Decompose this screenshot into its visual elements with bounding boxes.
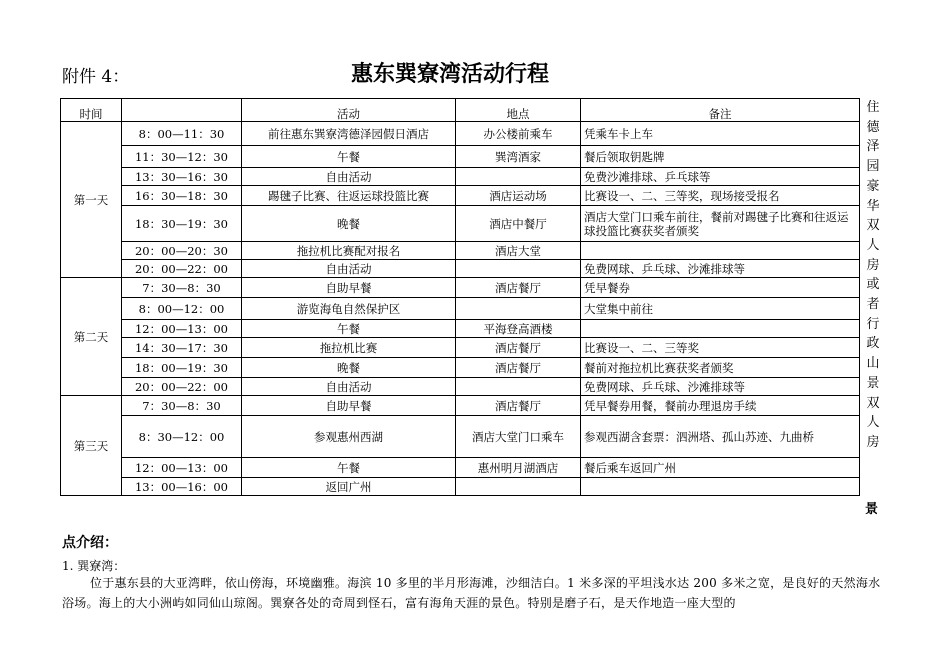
table-row xyxy=(61,478,860,496)
activity-cell: 晚餐 xyxy=(242,206,456,242)
time-cell: 20：00—22：00 xyxy=(122,260,242,278)
activity-cell: 拖拉机比赛 xyxy=(242,338,456,358)
time-cell: 8：00—12：00 xyxy=(122,298,242,320)
itinerary-table xyxy=(60,98,860,496)
notes-cell: 参观西湖含套票：泗洲塔、孤山苏迹、九曲桥 xyxy=(581,416,860,458)
table-row xyxy=(61,242,860,260)
notes-cell: 比赛设一、二、三等奖 xyxy=(581,338,860,358)
notes-cell: 凭乘车卡上车 xyxy=(581,122,860,146)
activity-cell: 踢毽子比赛、往返运球投篮比赛 xyxy=(242,186,456,206)
table-row xyxy=(61,168,860,186)
activity-cell: 午餐 xyxy=(242,146,456,168)
header-location: 地点 xyxy=(456,99,581,122)
side-bold-char: 景 xyxy=(865,502,879,517)
location-cell: 惠州明月湖酒店 xyxy=(456,458,581,478)
time-cell: 14：30—17：30 xyxy=(122,338,242,358)
attachment-label: 附件 4： xyxy=(62,67,130,87)
notes-cell: 比赛设一、二、三等奖，现场接受报名 xyxy=(581,186,860,206)
activity-cell: 晚餐 xyxy=(242,358,456,378)
location-cell: 酒店大堂 xyxy=(456,242,581,260)
activity-cell: 参观惠州西湖 xyxy=(242,416,456,458)
notes-cell: 餐后乘车返回广州 xyxy=(581,458,860,478)
location-cell: 办公楼前乘车 xyxy=(456,122,581,146)
activity-cell: 午餐 xyxy=(242,320,456,338)
time-cell: 20：00—20：30 xyxy=(122,242,242,260)
location-cell: 平海登高酒楼 xyxy=(456,320,581,338)
notes-cell: 免费沙滩排球、乒乓球等 xyxy=(581,168,860,186)
day-label: 第二天 xyxy=(61,278,122,396)
location-cell: 酒店中餐厅 xyxy=(456,206,581,242)
location-cell xyxy=(456,298,581,320)
activity-cell: 自由活动 xyxy=(242,378,456,396)
activity-cell: 返回广州 xyxy=(242,478,456,496)
time-cell: 13：30—16：30 xyxy=(122,168,242,186)
notes-cell: 免费网球、乒乓球、沙滩排球等 xyxy=(581,378,860,396)
activity-cell: 前往惠东巽寮湾德泽园假日酒店 xyxy=(242,122,456,146)
time-cell: 18：30—19：30 xyxy=(122,206,242,242)
time-cell: 7：30—8：30 xyxy=(122,278,242,298)
location-cell: 巽湾酒家 xyxy=(456,146,581,168)
location-cell xyxy=(456,260,581,278)
section-title: 点介绍： xyxy=(62,535,118,551)
header-time-range xyxy=(122,99,242,122)
table-row xyxy=(61,278,860,298)
activity-cell: 拖拉机比赛配对报名 xyxy=(242,242,456,260)
item-title: 1. 巽寮湾： xyxy=(62,559,126,573)
side-room-note: 住 德 泽 园 豪 华 双 人 房 或 者 行 政 山 景 双 人 房 xyxy=(866,100,880,450)
activity-cell: 自助早餐 xyxy=(242,396,456,416)
time-cell: 13：00—16：00 xyxy=(122,478,242,496)
activity-cell: 自由活动 xyxy=(242,260,456,278)
activity-cell: 自由活动 xyxy=(242,168,456,186)
table-row xyxy=(61,338,860,358)
location-cell: 酒店餐厅 xyxy=(456,358,581,378)
notes-cell: 凭早餐券 xyxy=(581,278,860,298)
table-row xyxy=(61,260,860,278)
page-title: 惠东巽寮湾活动行程 xyxy=(350,62,549,87)
time-cell: 8：00—11：30 xyxy=(122,122,242,146)
location-cell xyxy=(456,478,581,496)
location-cell: 酒店大堂门口乘车 xyxy=(456,416,581,458)
table-row xyxy=(61,206,860,242)
day-label: 第一天 xyxy=(61,122,122,278)
table-row xyxy=(61,396,860,416)
notes-cell xyxy=(581,242,860,260)
location-cell xyxy=(456,168,581,186)
activity-cell: 游览海龟自然保护区 xyxy=(242,298,456,320)
table-row xyxy=(61,358,860,378)
time-cell: 11：30—12：30 xyxy=(122,146,242,168)
activity-cell: 自助早餐 xyxy=(242,278,456,298)
header-time: 时间 xyxy=(61,99,122,122)
notes-cell xyxy=(581,478,860,496)
table-header-row xyxy=(61,99,860,122)
location-cell: 酒店餐厅 xyxy=(456,338,581,358)
table-row xyxy=(61,320,860,338)
notes-cell xyxy=(581,320,860,338)
notes-cell: 餐前对拖拉机比赛获奖者颁奖 xyxy=(581,358,860,378)
time-cell: 8：30—12：00 xyxy=(122,416,242,458)
header-notes: 备注 xyxy=(581,99,860,122)
notes-cell: 凭早餐券用餐，餐前办理退房手续 xyxy=(581,396,860,416)
activity-cell: 午餐 xyxy=(242,458,456,478)
time-cell: 16：30—18：30 xyxy=(122,186,242,206)
table-row xyxy=(61,416,860,458)
location-cell: 酒店餐厅 xyxy=(456,278,581,298)
location-cell: 酒店运动场 xyxy=(456,186,581,206)
notes-cell: 大堂集中前往 xyxy=(581,298,860,320)
day-label: 第三天 xyxy=(61,396,122,496)
time-cell: 18：00—19：30 xyxy=(122,358,242,378)
header-activity: 活动 xyxy=(242,99,456,122)
table-row xyxy=(61,122,860,146)
time-cell: 12：00—13：00 xyxy=(122,458,242,478)
time-cell: 7：30—8：30 xyxy=(122,396,242,416)
notes-cell: 餐后领取钥匙牌 xyxy=(581,146,860,168)
table-row xyxy=(61,186,860,206)
location-cell: 酒店餐厅 xyxy=(456,396,581,416)
time-cell: 20：00—22：00 xyxy=(122,378,242,396)
notes-cell: 免费网球、乒乓球、沙滩排球等 xyxy=(581,260,860,278)
item-paragraph: 位于惠东县的大亚湾畔，依山傍海，环境幽雅。海滨 10 多里的半月形海滩，沙细洁白。1 米多深的平坦浅水达 200 多米之宽，是良好的天然海水浴场。海上的大小洲屿如同仙山琼阁。巽寮各处的奇周到怪石，富有海角天涯的景色。特别是磨子石，是天作地造一座大型的 xyxy=(62,576,881,610)
table-row xyxy=(61,458,860,478)
table-row xyxy=(61,146,860,168)
notes-cell: 酒店大堂门口乘车前往，餐前对踢毽子比赛和往返运球投篮比赛获奖者颁奖 xyxy=(581,206,860,242)
time-cell: 12：00—13：00 xyxy=(122,320,242,338)
table-row xyxy=(61,378,860,396)
table-row xyxy=(61,298,860,320)
location-cell xyxy=(456,378,581,396)
